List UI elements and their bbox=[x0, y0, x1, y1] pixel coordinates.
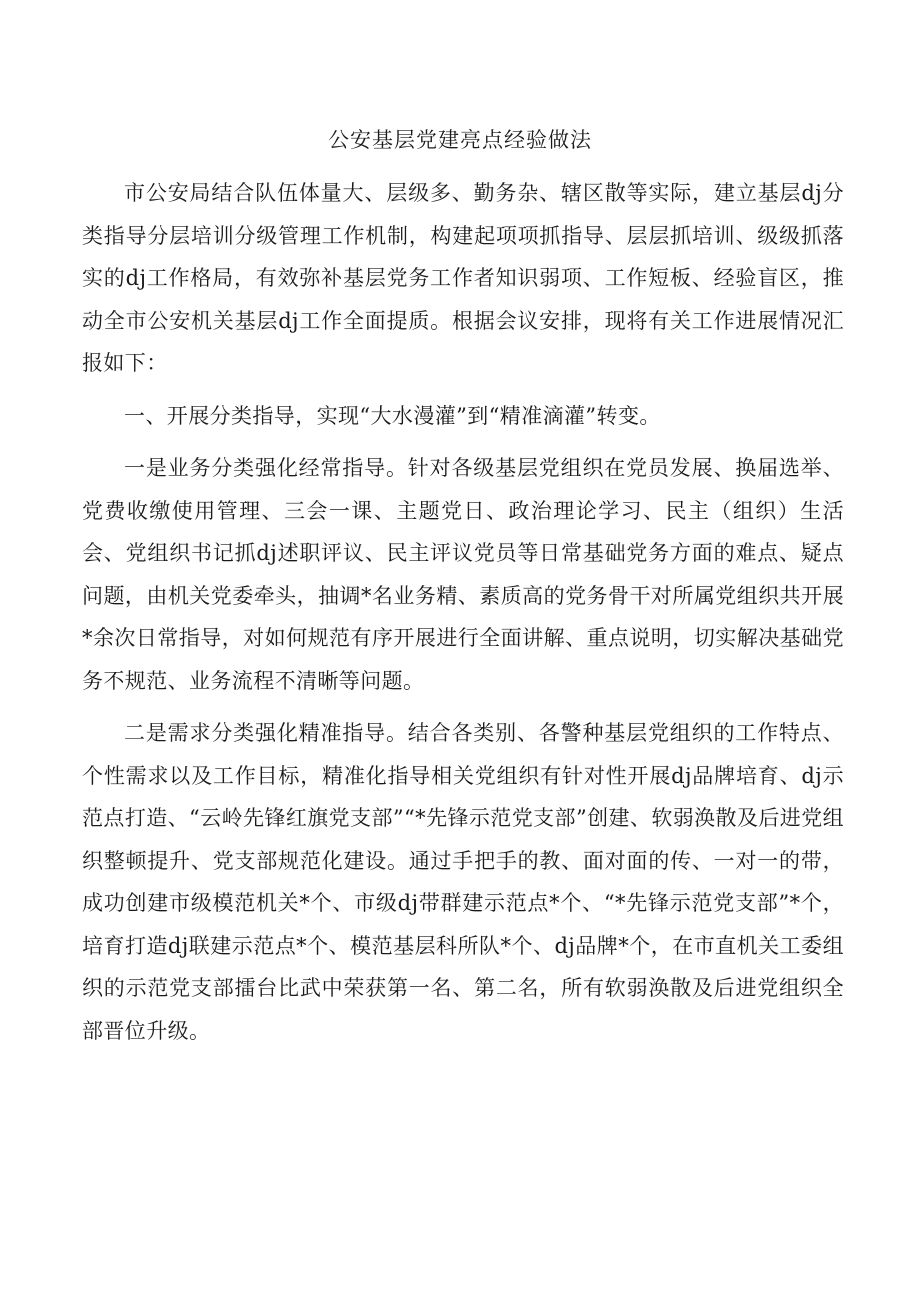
section-heading: 一、开展分类指导，实现“大水漫灌”到“精准滴灌”转变。 bbox=[124, 403, 661, 428]
body-paragraph-2: 二是需求分类强化精准指导。结合各类别、各警种基层党组织的工作特点、个性需求以及工作目标，精准化指导相关党组织有针对性开展dj品牌培育、dj示范点打造、“云岭先锋红旗党支部”“*先锋示范党支部”创建、软弱涣散及后进党组织整顿提升、党支部规范化建设。通过手把手的教、面对面的传、一对一的带，成功创建市级模范机关*个、市级dj带群建示范点*个、“*先锋示范党支部”*个，培育打造dj联建示范点*个、模范基层科所队*个、dj品牌*个，在市直机关工委组织的示范党支部擂台比武中荣获第一名、第二名，所有软弱涣散及后进党组织全部晋位升级。 bbox=[82, 721, 844, 1043]
body-paragraph-1: 一是业务分类强化经常指导。针对各级基层党组织在党员发展、换届选举、党费收缴使用管理、三会一课、主题党日、政治理论学习、民主（组织）生活会、党组织书记抓dj述职评议、民主评议党员等日常基础党务方面的难点、疑点问题，由机关党委牵头，抽调*名业务精、素质高的党务骨干对所属党组织共开展*余次日常指导，对如何规范有序开展进行全面讲解、重点说明，切实解决基础党务不规范、业务流程不清晰等问题。 bbox=[82, 456, 844, 693]
document-body bbox=[82, 172, 844, 1052]
document-title: 公安基层党建亮点经验做法 bbox=[328, 128, 592, 152]
intro-paragraph: 市公安局结合队伍体量大、层级多、勤务杂、辖区散等实际，建立基层dj分类指导分层培训分级管理工作机制，构建起项项抓指导、层层抓培训、级级抓落实的dj工作格局，有效弥补基层党务工作者知识弱项、工作短板、经验盲区，推动全市公安机关基层dj工作全面提质。根据会议安排，现将有关工作进展情况汇报如下： bbox=[82, 181, 844, 375]
